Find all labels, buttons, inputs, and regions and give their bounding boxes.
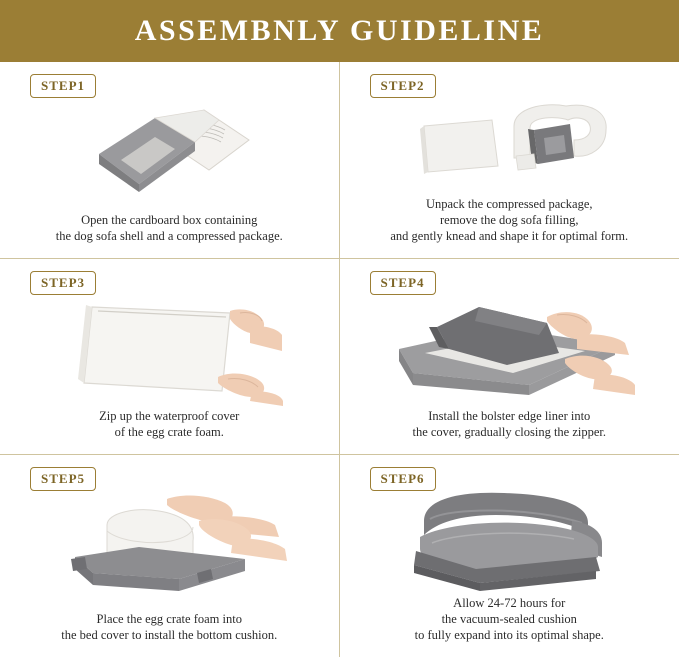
- step-caption-4: Install the bolster edge liner into the cover, gradually closing the zipper.: [412, 409, 607, 439]
- step-caption-5: Place the egg crate foam into the bed cover to install the bottom cushion.: [61, 612, 278, 642]
- step-badge-5: STEP5: [30, 467, 96, 491]
- step-image-4: [354, 289, 666, 409]
- step-image-1: [14, 92, 325, 212]
- step-cell-1: [0, 62, 340, 259]
- step-caption-2: Unpack the compressed package, remove the dog sofa filling, and gently knead and shape it for optimal form.: [390, 196, 629, 243]
- step-image-3: [14, 289, 325, 409]
- step-badge-6: STEP6: [370, 467, 436, 491]
- step-badge-4: STEP4: [370, 271, 436, 295]
- step-image-2: [354, 92, 666, 196]
- step-image-6: [354, 485, 666, 595]
- step-cell-2: [340, 62, 679, 259]
- step-cell-5: [0, 455, 340, 657]
- step-badge-1: STEP1: [30, 74, 96, 98]
- step-caption-3: Zip up the waterproof cover of the egg crate foam.: [99, 409, 240, 439]
- page-header: [0, 0, 679, 62]
- page-title: ASSEMBNLY GUIDELINE: [134, 14, 545, 47]
- step-image-5: [14, 485, 325, 611]
- step-caption-6: Allow 24-72 hours for the vacuum-sealed cushion to fully expand into its optimal shape.: [414, 596, 604, 642]
- step-cell-6: [340, 455, 679, 657]
- step-cell-3: [0, 259, 340, 456]
- step-cell-4: [340, 259, 679, 456]
- step-caption-1: Open the cardboard box containing the dog sofa shell and a compressed package.: [55, 212, 283, 243]
- step-badge-3: STEP3: [30, 271, 96, 295]
- step-badge-2: STEP2: [370, 74, 436, 98]
- steps-grid: [0, 62, 679, 657]
